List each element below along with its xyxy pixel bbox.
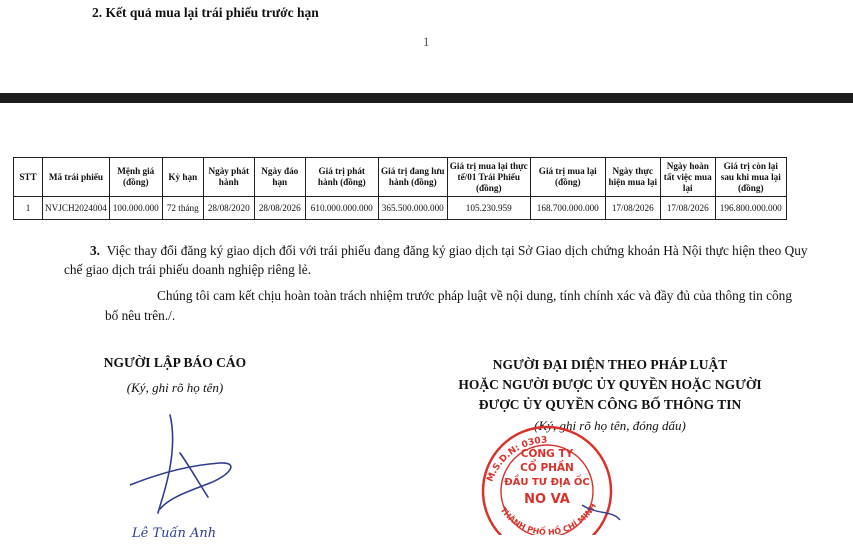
cell-par-value: 100.000.000 (109, 197, 162, 220)
col-header-issue-date: Ngày phát hành (203, 158, 254, 197)
cell-outstanding-value: 365.500.000.000 (378, 197, 447, 220)
commitment-line-2: bố nêu trên./. (105, 308, 176, 323)
cell-repurchase-date: 17/08/2026 (605, 197, 660, 220)
col-header-par-value: Mệnh giá (đồng) (109, 158, 162, 197)
preparer-title: NGƯỜI LẬP BÁO CÁO (103, 355, 247, 370)
cell-repurchase-value: 168.700.000.000 (530, 197, 605, 220)
table-row (14, 197, 787, 220)
cell-bond-code: NVJCH2024004 (43, 197, 110, 220)
page-number: 1 (423, 34, 430, 49)
legal-representative-title (430, 355, 790, 415)
handwritten-name: Lê Tuấn Anh (132, 526, 217, 541)
col-header-outstanding-value: Giá trị đang lưu hành (đồng) (378, 158, 447, 197)
seal-line-3: ĐẦU TƯ ĐỊA ỐC (504, 477, 590, 488)
bond-repurchase-table (13, 157, 787, 220)
section-3-number: 3. (90, 243, 100, 258)
col-header-repurchase-date: Ngày thực hiện mua lại (605, 158, 660, 197)
cell-remaining-value: 196.800.000.000 (715, 197, 786, 220)
table-header-row (14, 158, 787, 197)
col-header-bond-code: Mã trái phiếu (43, 158, 110, 197)
seal-ring-bottom-text: THÀNH PHỐ HỒ CHÍ MINH (498, 501, 599, 535)
col-header-completion-date: Ngày hoàn tất việc mua lại (660, 158, 715, 197)
col-header-remaining-value: Giá trị còn lại sau khi mua lại (đồng) (715, 158, 786, 197)
section-3-line-1: Việc thay đổi đăng ký giao dịch đối với trái phiếu đang đăng ký giao dịch tại Sở Giao dịch chứng khoán Hà Nội thực hiện theo Quy (106, 243, 808, 258)
cell-term: 72 tháng (162, 197, 203, 220)
seal-ring-top-text: M.S.D.N: 0303 (485, 435, 548, 484)
section-2-heading: 2. Kết quả mua lại trái phiếu trước hạn (92, 5, 319, 20)
preparer-signature (130, 405, 270, 545)
col-header-term: Kỳ hạn (162, 158, 203, 197)
cell-maturity-date: 28/08/2026 (254, 197, 305, 220)
seal-line-1: CÔNG TY (520, 448, 574, 460)
cell-completion-date: 17/08/2026 (660, 197, 715, 220)
legal-rep-title-line-1: NGƯỜI ĐẠI DIỆN THEO PHÁP LUẬT (492, 357, 728, 372)
section-3-line-2: chế giao dịch trái phiếu doanh nghiệp riêng lẻ. (64, 262, 312, 277)
seal-line-4: NO VA (524, 492, 570, 507)
cell-stt: 1 (14, 197, 43, 220)
commitment-line-1: Chúng tôi cam kết chịu hoàn toàn trách nhiệm trước pháp luật về nội dung, tính chính xác và đầy đủ của thông tin công (157, 288, 792, 303)
col-header-stt: STT (14, 158, 43, 197)
cell-issue-date: 28/08/2020 (203, 197, 254, 220)
cell-actual-repurchase-per-bond: 105.230.959 (447, 197, 530, 220)
legal-rep-title-line-3: ĐƯỢC ỦY QUYỀN CÔNG BỐ THÔNG TIN (478, 397, 742, 412)
legal-rep-subtitle: (Ký, ghi rõ họ tên, đóng dấu) (534, 418, 686, 433)
legal-rep-title-line-2: HOẶC NGƯỜI ĐƯỢC ỦY QUYỀN HOẶC NGƯỜI (458, 377, 762, 392)
preparer-subtitle: (Ký, ghi rõ họ tên) (126, 380, 224, 395)
col-header-repurchase-value: Giá trị mua lại (đồng) (530, 158, 605, 197)
company-seal (472, 415, 622, 535)
col-header-actual-repurchase-per-bond: Giá trị mua lại thực tế/01 Trái Phiếu (đồng) (447, 158, 530, 197)
seal-line-2: CỔ PHẦN (520, 462, 574, 474)
page-break-bar (0, 93, 853, 103)
col-header-issue-value: Giá trị phát hành (đồng) (305, 158, 378, 197)
cell-issue-value: 610.000.000.000 (305, 197, 378, 220)
col-header-maturity-date: Ngày đáo hạn (254, 158, 305, 197)
